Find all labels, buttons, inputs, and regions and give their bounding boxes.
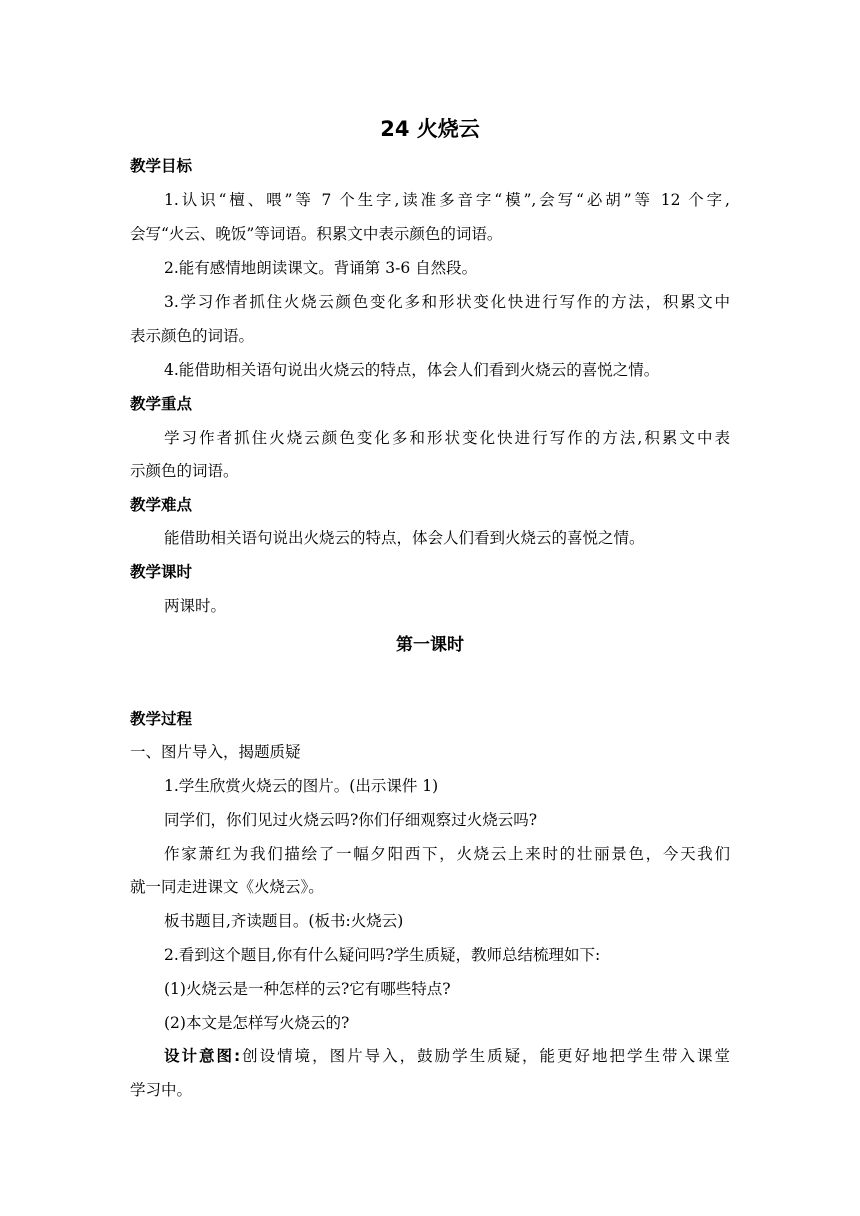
key-points-line-1: 学习作者抓住火烧云颜色变化多和形状变化快进行写作的方法,积累文中表 xyxy=(164,429,730,447)
design-intent-line-2: 学习中。 xyxy=(130,1081,193,1099)
page-title: 24 火烧云 xyxy=(380,117,480,141)
objective-3-line-1: 3.学习作者抓住火烧云颜色变化多和形状变化快进行写作的方法，积累文中 xyxy=(164,293,730,311)
design-intent-text: 创设情境，图片导入，鼓励学生质疑，能更好地把学生带入课堂 xyxy=(240,1047,730,1065)
first-period-title: 第一课时 xyxy=(396,635,464,655)
objective-2: 2.能有感情地朗读课文。背诵第 3-6 自然段。 xyxy=(164,259,478,277)
design-intent-label: 设计意图: xyxy=(164,1047,241,1065)
objective-1-line-1: 1.认识“檀、喂”等 7 个生字,读准多音字“模”,会写“必胡”等 12 个字, xyxy=(164,191,730,209)
process-p1: 1.学生欣赏火烧云的图片。(出示课件 1) xyxy=(164,777,439,795)
process-p4: 板书题目,齐读题目。(板书:火烧云) xyxy=(164,912,404,930)
objective-4: 4.能借助相关语句说出火烧云的特点，体会人们看到火烧云的喜悦之情。 xyxy=(164,361,660,379)
process-p6: (1)火烧云是一种怎样的云?它有哪些特点? xyxy=(164,980,451,998)
objectives-heading: 教学目标 xyxy=(130,157,193,175)
process-heading: 教学过程 xyxy=(130,710,193,728)
objective-3-line-2: 表示颜色的词语。 xyxy=(130,327,255,345)
difficulties-line-1: 能借助相关语句说出火烧云的特点，体会人们看到火烧云的喜悦之情。 xyxy=(164,529,645,547)
periods-heading: 教学课时 xyxy=(130,563,193,581)
process-p3-line-1: 作家萧红为我们描绘了一幅夕阳西下，火烧云上来时的壮丽景色，今天我们 xyxy=(164,845,730,863)
key-points-heading: 教学重点 xyxy=(130,395,193,413)
process-p3-line-2: 就一同走进课文《火烧云》。 xyxy=(130,878,324,896)
process-p2: 同学们，你们见过火烧云吗?你们仔细观察过火烧云吗? xyxy=(164,811,538,829)
difficulties-heading: 教学难点 xyxy=(130,496,193,514)
key-points-line-2: 示颜色的词语。 xyxy=(130,462,239,480)
periods-line-1: 两课时。 xyxy=(164,597,227,615)
objective-1-line-2: 会写“火云、晚饭”等词语。积累文中表示颜色的词语。 xyxy=(130,225,503,243)
process-p5: 2.看到这个题目,你有什么疑问吗?学生质疑，教师总结梳理如下: xyxy=(164,946,601,964)
process-p7: (2)本文是怎样写火烧云的? xyxy=(164,1014,350,1032)
process-section-1: 一、图片导入，揭题质疑 xyxy=(130,743,301,761)
design-intent-line-1 xyxy=(130,1044,730,1068)
